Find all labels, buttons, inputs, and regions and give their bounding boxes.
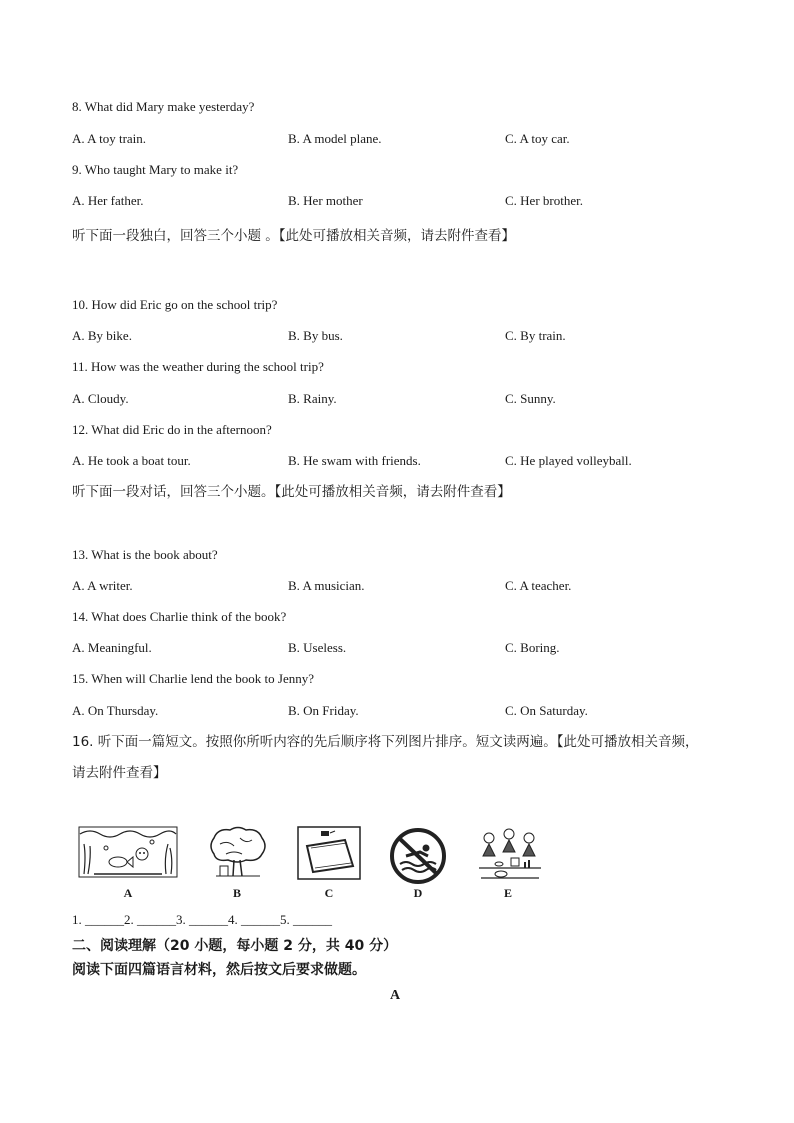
q11-option-b: B. Rainy. (288, 391, 337, 406)
q14-option-c: C. Boring. (505, 640, 560, 655)
picture-label-a: A (123, 886, 133, 900)
picture-label-c: C (324, 886, 334, 900)
swimming-pool-icon (297, 826, 361, 880)
q13-option-c: C. A teacher. (505, 578, 572, 593)
q9-option-a: A. Her father. (72, 193, 144, 208)
q8-option-a: A. A toy train. (72, 131, 147, 146)
underwater-scene-icon (78, 826, 178, 878)
picnic-icon (475, 826, 545, 880)
q10-option-c: C. By train. (505, 328, 566, 343)
question-14: 14. What does Charlie think of the book? (72, 609, 287, 624)
q11-option-a: A. Cloudy. (72, 391, 129, 406)
question-11: 11. How was the weather during the school trip? (72, 359, 324, 374)
q15-option-a: A. On Thursday. (72, 703, 159, 718)
q8-option-c: C. A toy car. (505, 131, 570, 146)
q13-option-b: B. A musician. (288, 578, 365, 593)
question-10: 10. How did Eric go on the school trip? (72, 297, 278, 312)
q14-option-b: B. Useless. (288, 640, 347, 655)
answer-blanks: 1. ______2. ______3. ______4. ______5. ______ (72, 912, 332, 927)
question-16-line1: 16. 听下面一篇短文。按照你所听内容的先后顺序将下列图片排序。短文读两遍。【此处可播放相关音频， (72, 734, 699, 750)
q10-option-a: A. By bike. (72, 328, 132, 343)
monologue-instruction: 听下面一段独白，回答三个小题 。【此处可播放相关音频，请去附件查看】 (72, 228, 516, 244)
tree-icon (206, 826, 268, 878)
q8-option-b: B. A model plane. (288, 131, 382, 146)
question-8: 8. What did Mary make yesterday? (72, 99, 255, 114)
question-16-line2: 请去附件查看】 (72, 765, 167, 781)
q13-option-a: A. A writer. (72, 578, 133, 593)
q10-option-b: B. By bus. (288, 328, 343, 343)
question-12: 12. What did Eric do in the afternoon? (72, 422, 272, 437)
q15-option-b: B. On Friday. (288, 703, 359, 718)
question-9: 9. Who taught Mary to make it? (72, 162, 239, 177)
q9-option-b: B. Her mother (288, 193, 363, 208)
q12-option-a: A. He took a boat tour. (72, 453, 191, 468)
q11-option-c: C. Sunny. (505, 391, 556, 406)
q12-option-c: C. He played volleyball. (505, 453, 632, 468)
section-2-instruction: 阅读下面四篇语言材料，然后按文后要求做题。 (72, 962, 366, 978)
picture-label-b: B (232, 886, 241, 900)
dialogue-instruction: 听下面一段对话，回答三个小题。【此处可播放相关音频，请去附件查看】 (72, 484, 511, 500)
question-13: 13. What is the book about? (72, 547, 218, 562)
no-swimming-icon (388, 826, 448, 886)
picture-label-d: D (413, 886, 423, 900)
q15-option-c: C. On Saturday. (505, 703, 588, 718)
question-15: 15. When will Charlie lend the book to Jenny? (72, 671, 315, 686)
q12-option-b: B. He swam with friends. (288, 453, 421, 468)
picture-label-e: E (503, 886, 512, 900)
q14-option-a: A. Meaningful. (72, 640, 152, 655)
q9-option-c: C. Her brother. (505, 193, 583, 208)
section-2-title: 二、阅读理解（20 小题，每小题 2 分，共 40 分） (72, 938, 398, 954)
passage-a-heading: A (390, 988, 401, 1003)
